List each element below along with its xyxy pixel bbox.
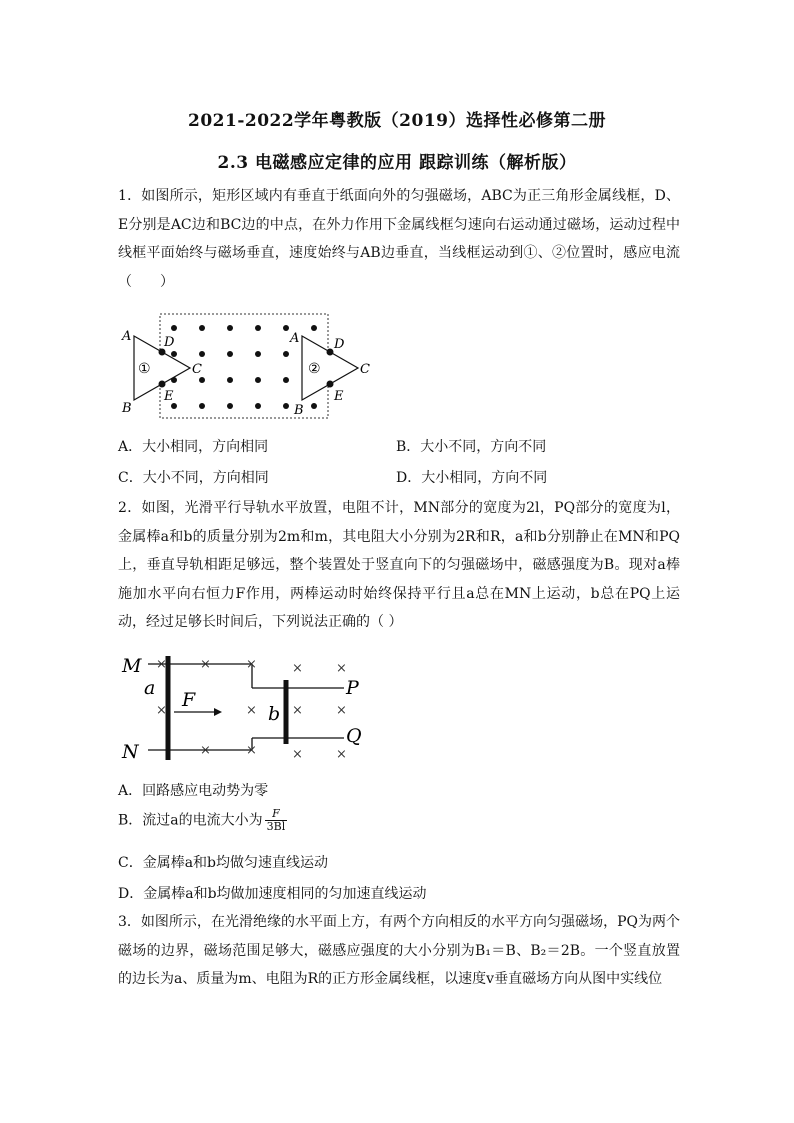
question-2-figure	[118, 650, 378, 768]
question-2-option-b	[118, 808, 287, 833]
question-1-figure	[118, 310, 380, 420]
svg-text:×: ×	[246, 743, 257, 758]
label-b: b	[268, 703, 281, 725]
svg-text:×: ×	[156, 657, 167, 672]
label-E-2: E	[334, 389, 344, 404]
label-a: a	[144, 677, 156, 699]
position-marker-2: ②	[308, 361, 321, 377]
question-1-stem: 1．如图所示，矩形区域内有垂直于纸面向外的匀强磁场，ABC为正三角形金属线框，D、E分别是AC边和BC边的中点，在外力作用下金属线框匀速向右运动通过磁场，运动过程中线框平面始终与磁场垂直，速度始终与AB边垂直，当线框运动到①、②位置时，感应电流（ ）	[118, 188, 680, 290]
position-marker-1: ①	[138, 361, 151, 377]
label-P: P	[346, 677, 359, 699]
label-D-1: D	[164, 335, 175, 350]
label-B-1: B	[122, 401, 132, 416]
option-b-text: B．流过a的电流大小为	[118, 812, 263, 829]
question-1-option-b: B．大小不同，方向不同	[396, 439, 547, 455]
document-title-line1: 2021-2022学年粤教版（2019）选择性必修第二册	[188, 111, 606, 131]
svg-text:×: ×	[336, 747, 347, 762]
svg-text:×: ×	[246, 703, 257, 718]
fraction-f-over-3bl: $\frac{F}{3Bl}$	[266, 807, 286, 833]
label-C-2: C	[360, 362, 370, 377]
label-F: F	[182, 689, 196, 711]
label-C-1: C	[192, 362, 202, 377]
question-2-stem: 2．如图，光滑平行导轨水平放置，电阻不计，MN部分的宽度为2l，PQ部分的宽度为l，金属棒a和b的质量分别为2m和m，其电阻大小分别为2R和R，a和b分别静止在MN和PQ上，垂直导轨相距足够远，整个装置处于竖直向下的匀强磁场中，磁感强度为B。现对a棒施加水平向右恒力F作用，两棒运动时始终保持平行且a总在MN上运动，b总在PQ上运动，经过足够长时间后，下列说法正确的（ ）	[118, 500, 680, 630]
document-title-line2: 2.3 电磁感应定律的应用 跟踪训练（解析版）	[217, 153, 577, 173]
svg-text:×: ×	[200, 657, 211, 672]
svg-text:×: ×	[336, 703, 347, 718]
question-1-option-a: A．大小相同，方向相同	[118, 439, 269, 455]
svg-text:×: ×	[336, 661, 347, 676]
label-E-1: E	[164, 389, 174, 404]
label-M: M	[122, 655, 142, 677]
question-1-option-d: D．大小相同，方向不同	[396, 470, 548, 486]
svg-text:×: ×	[156, 703, 167, 718]
question-1-option-c: C．大小不同，方向相同	[118, 470, 269, 486]
label-B-2: B	[294, 403, 304, 418]
question-3-stem: 3．如图所示，在光滑绝缘的水平面上方，有两个方向相反的水平方向匀强磁场，PQ为两个磁场的边界，磁场范围足够大，磁感应强度的大小分别为B₁＝B、B₂＝2B。一个竖直放置的边长为a、质量为m、电阻为R的正方形金属线框，以速度v垂直磁场方向从图中实线位	[118, 914, 680, 987]
svg-text:×: ×	[292, 747, 303, 762]
svg-text:×: ×	[292, 661, 303, 676]
svg-text:×: ×	[246, 657, 257, 672]
svg-text:×: ×	[292, 703, 303, 718]
label-N: N	[122, 741, 139, 763]
label-Q: Q	[346, 725, 362, 747]
label-D-2: D	[334, 337, 345, 352]
question-2-option-c: C．金属棒a和b均做匀速直线运动	[118, 855, 329, 871]
label-A-2: A	[290, 331, 300, 346]
question-2-option-a: A．回路感应电动势为零	[118, 783, 269, 799]
label-A-1: A	[122, 329, 132, 344]
svg-text:×: ×	[200, 743, 211, 758]
question-2-option-d: D．金属棒a和b均做加速度相同的匀加速直线运动	[118, 886, 427, 902]
